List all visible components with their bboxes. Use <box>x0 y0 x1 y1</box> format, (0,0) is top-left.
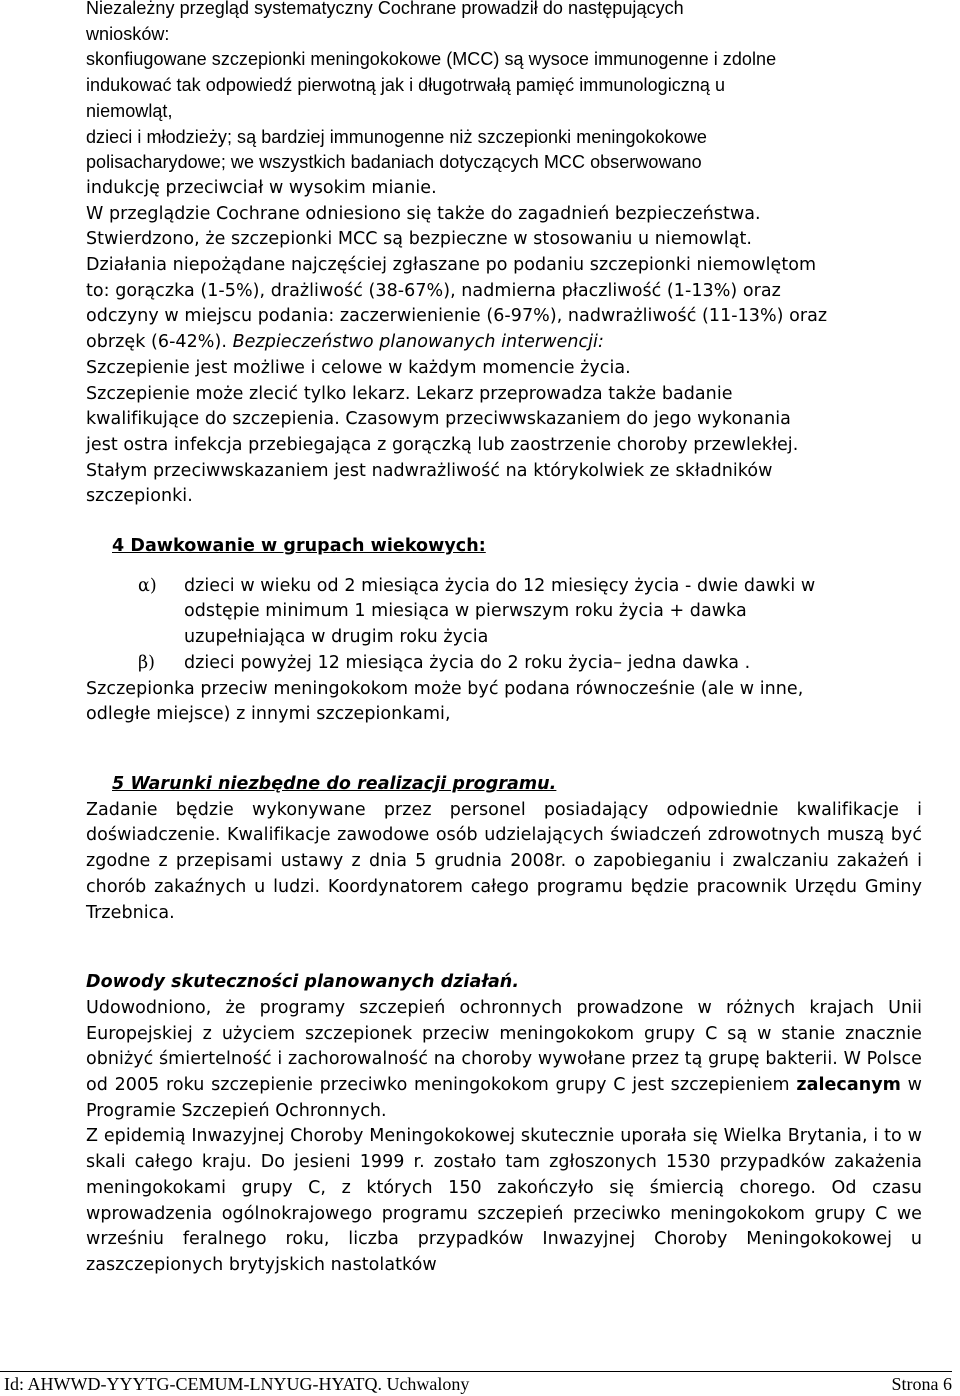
section-5 <box>86 772 922 926</box>
text-fragment: w Programie Szczepień Ochronnych. <box>86 1075 922 1121</box>
text-line: Szczepionka przeciw meningokokom może być podana równocześnie (ale w inne, <box>86 678 804 699</box>
text-line: polisacharydowe; we wszystkich badaniach dotyczących MCC obserwowano <box>86 152 702 173</box>
text-line: W przeglądzie Cochrane odniesiono się także do zagadnień bezpieczeństwa. <box>86 203 761 224</box>
evidence-title <box>86 970 922 996</box>
document-body <box>86 0 922 1279</box>
document-id: Id: AHWWD-YYYTG-CEMUM-LNYUG-HYATQ. Uchwalony <box>4 1374 470 1394</box>
text-line: dzieci w wieku od 2 miesiąca życia do 12 miesięcy życia - dwie dawki w <box>184 575 816 596</box>
text-line: niemowląt, <box>86 100 173 121</box>
text-line: Niezależny przegląd systematyczny Cochrane prowadził do następujących <box>86 0 684 18</box>
text-line: Stałym przeciwwskazaniem jest nadwrażliwość na którykolwiek ze składników <box>86 460 773 481</box>
text-line: Szczepienie jest możliwe i celowe w każdym momencie życia. <box>86 357 631 378</box>
evidence-section <box>86 970 922 1278</box>
text-line: odstępie minimum 1 miesiąca w pierwszym roku życia + dawka <box>184 601 747 622</box>
section-5-title: 5 Warunki niezbędne do realizacji programu. <box>112 773 557 794</box>
text-line: odległe miejsce) z innymi szczepionkami, <box>86 704 451 725</box>
text-line: indukować tak odpowiedź pierwotną jak i długotrwałą pamięć immunologiczną u <box>86 75 726 96</box>
text-line: Stwierdzono, że szczepionki MCC są bezpieczne w stosowaniu u niemowląt. <box>86 229 753 250</box>
list-item-beta <box>86 651 922 677</box>
evidence-paragraph-2: Z epidemią Inwazyjnej Choroby Meningokokowej skutecznie uporała się Wielka Brytania, i to w skali całego kraju. Do jesieni 1999 r. zostało tam zgłoszonych 1530 przypadków zakażenia meningokokami grupy C, z których 150 zakończyło się śmiercią chorego. Od czasu wprowadzenia ogólnokrajowego programu szczepień przeciwko meningokokom grupy C we wrześniu feralnego roku, liczba przypadków Inwazyjnej Choroby Meningokokowej u zaszczepionych brytyjskich nastolatków <box>86 1126 922 1275</box>
evidence-paragraph-1 <box>86 996 922 1125</box>
text-line: dzieci i młodzieży; są bardziej immunogenne niż szczepionki meningokokowe <box>86 126 707 147</box>
text-line: dzieci powyżej 12 miesiąca życia do 2 roku życia– jedna dawka . <box>184 652 751 673</box>
page-number: Strona 6 <box>891 1374 952 1394</box>
alpha-marker: α) <box>138 575 157 596</box>
section-5-paragraph: Zadanie będzie wykonywane przez personel posiadający odpowiednie kwalifikacje i doświadczenie. Kwalifikacje zawodowe osób udzielających świadczeń zdrowotnych muszą być zgodne z przepisami ustawy z dnia 5 grudnia 2008r. o zapobieganiu i zwalczaniu zakażeń i chorób zakaźnych u ludzi. Koordynatorem całego programu będzie pracownik Urzędu Gminy Trzebnica. <box>86 799 922 923</box>
beta-marker: β) <box>138 652 156 673</box>
text-line <box>86 330 922 356</box>
evidence-title-text: Dowody skuteczności planowanych działań. <box>86 972 520 993</box>
text-line: szczepionki. <box>86 486 193 507</box>
text-line: uzupełniająca w drugim roku życia <box>184 627 489 648</box>
emphasis-recommended: zalecanym <box>796 1075 901 1096</box>
subheading-safety: Bezpieczeństwo planowanych interwencji: <box>232 332 604 353</box>
page-footer <box>0 1371 952 1394</box>
text-line: Szczepienie może zlecić tylko lekarz. Lekarz przeprowadza także badanie <box>86 383 733 404</box>
text-fragment: Udowodniono, że programy szczepień ochronnych prowadzone w różnych krajach Unii Europejskiej z użyciem szczepionek przeciw meningokokom grupy C są w stanie znacznie obniżyć śmiertelność i zachorowalność na choroby wywołane przez tą grupę bakterii. W Polsce od 2005 roku szczepienie przeciwko meningokokom grupy C jest szczepieniem <box>86 997 922 1096</box>
text-line: to: gorączka (1-5%), drażliwość (38-67%), nadmierna płaczliwość (1-13%) oraz <box>86 280 781 301</box>
text-line: indukcję przeciwciał w wysokim mianie. <box>86 177 437 198</box>
section-4-title: 4 Dawkowanie w grupach wiekowych: <box>112 536 486 557</box>
section-4 <box>86 534 922 728</box>
text-line: kwalifikujące do szczepienia. Czasowym przeciwwskazaniem do jego wykonania <box>86 409 791 430</box>
list-item-alpha <box>86 574 922 651</box>
intro-block <box>86 0 922 510</box>
text-line: skonfiugowane szczepionki meningokokowe (MCC) są wysoce immunogenne i zdolne <box>86 49 777 70</box>
text-fragment: obrzęk (6-42%). <box>86 332 233 353</box>
text-line: wniosków: <box>86 23 170 44</box>
text-line: odczyny w miejscu podania: zaczerwienienie (6-97%), nadwrażliwość (11-13%) oraz <box>86 306 828 327</box>
text-line: jest ostra infekcja przebiegająca z gorączką lub zaostrzenie choroby przewlekłej. <box>86 434 799 455</box>
text-line: Działania niepożądane najczęściej zgłaszane po podaniu szczepionki niemowlętom <box>86 255 817 276</box>
